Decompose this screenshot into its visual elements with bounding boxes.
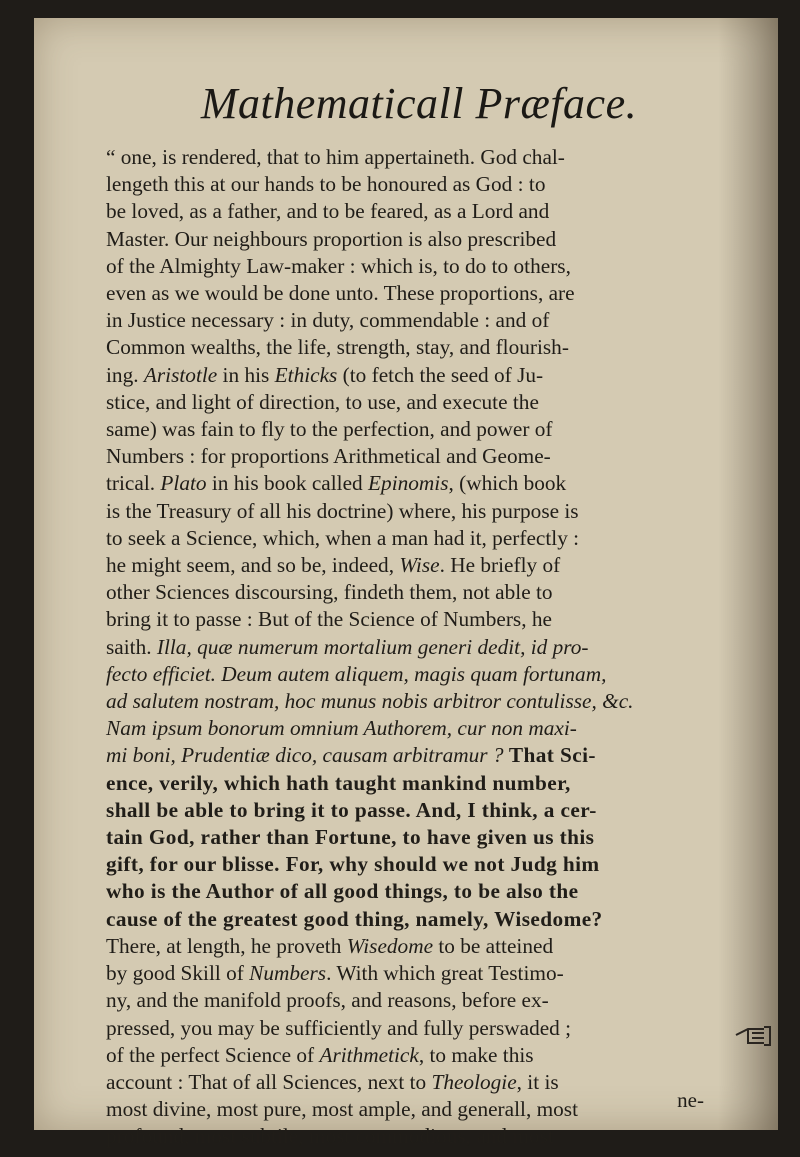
text-line [106, 987, 718, 1014]
text-line [106, 171, 718, 198]
text-run: Common wealths, the life, strength, stay, and flourish- [106, 335, 569, 360]
text-run: . He briefly of [439, 553, 561, 578]
text-run: in his book called [206, 471, 369, 496]
text-run: Nam ipsum bonorum omnium Authorem, cur non maxi- [106, 716, 577, 741]
text-line [106, 824, 718, 851]
text-run: to be atteined [433, 933, 554, 958]
text-line [106, 851, 718, 878]
text-line [106, 307, 718, 334]
text-run: to seek a Science, which, when a man had it, perfectly : [106, 525, 580, 550]
text-run: cause of the greatest good thing, namely, Wisedome? [106, 906, 603, 931]
text-run: Plato [160, 471, 207, 496]
text-run: Numbers : for proportions Arithmetical and Geome- [106, 444, 551, 469]
text-run: , to make this [418, 1042, 534, 1067]
text-line [106, 688, 718, 715]
text-line [106, 661, 718, 688]
text-line [106, 498, 718, 525]
text-line [106, 742, 718, 769]
text-run: Ethicks [274, 362, 338, 387]
text-run: ing. [106, 362, 144, 387]
text-run: same) was fain to fly to the perfection, and power of [106, 417, 553, 442]
text-line [106, 1123, 718, 1150]
text-line [106, 552, 718, 579]
text-run: Wisedome [346, 933, 434, 958]
text-run: in his [217, 362, 275, 387]
text-line [106, 1015, 718, 1042]
text-line [106, 634, 718, 661]
text-run: of the perfect Science of [106, 1042, 320, 1067]
text-line [106, 878, 718, 905]
text-run: trical. [106, 471, 161, 496]
text-run: There, at length, he proveth [106, 933, 347, 958]
text-line [106, 579, 718, 606]
text-run: saith. [106, 634, 157, 659]
page-shadow [718, 18, 778, 1130]
text-run: ny, and the manifold proofs, and reasons, before ex- [106, 988, 549, 1013]
book-page [34, 18, 778, 1149]
text-run: other Sciences discoursing, findeth them, not able to [106, 580, 553, 605]
text-line [106, 443, 718, 470]
text-line [106, 416, 718, 443]
text-line [106, 470, 718, 497]
text-run: , (which book [448, 471, 567, 496]
text-run: Theologie [431, 1069, 517, 1094]
text-run: That Sci- [503, 743, 596, 768]
text-run: Epinomis [368, 471, 449, 496]
pointing-hand-icon [734, 1021, 774, 1049]
text-run: mi boni, Prudentiæ dico, causam arbitramur ? [106, 743, 504, 768]
text-run: by good Skill of [106, 961, 250, 986]
text-run: of the Almighty Law-maker : which is, to do to others, [106, 253, 571, 278]
text-run: is the Treasury of all his doctrine) where, his purpose is [106, 498, 579, 523]
text-line [106, 797, 718, 824]
text-line [106, 1096, 718, 1123]
text-line [106, 253, 718, 280]
text-run: be loved, as a father, and to be feared, as a Lord and [106, 199, 550, 224]
text-run: , it is [516, 1069, 559, 1094]
text-run: Master. Our neighbours proportion is also prescribed [106, 226, 557, 251]
text-run: ence, verily, which hath taught mankind number, [106, 770, 571, 795]
text-run: (to fetch the seed of Ju- [337, 362, 544, 387]
text-line [106, 198, 718, 225]
text-run: . With which great Testimo- [326, 961, 564, 986]
text-run: bring it to passe : But of the Science of Numbers, he [106, 607, 552, 632]
text-run: pressed, you may be sufficiently and fully perswaded ; [106, 1015, 572, 1040]
text-line [106, 525, 718, 552]
catchword: ne- [677, 1088, 704, 1112]
text-line [106, 144, 718, 171]
text-run: Aristotle [143, 362, 218, 387]
text-line [106, 334, 718, 361]
text-run: most divine, most pure, most ample, and generall, most [106, 1097, 579, 1122]
text-run: stice, and light of direction, to use, and execute the [106, 389, 539, 414]
text-line [106, 960, 718, 987]
text-run: account : That of all Sciences, next to [106, 1069, 432, 1094]
text-line [106, 606, 718, 633]
text-run: fecto efficiet. Deum autem aliquem, magis quam fortunam, [106, 661, 607, 686]
text-run: shall be able to bring it to passe. And, I think, a cer- [106, 797, 597, 822]
text-line [106, 770, 718, 797]
text-run: tain God, rather than Fortune, to have given us this [106, 825, 595, 850]
text-line [106, 906, 718, 933]
text-line [106, 1069, 718, 1096]
body-text [106, 144, 718, 1151]
text-run: in Justice necessary : in duty, commendable : and of [106, 308, 550, 333]
text-run: even as we would be done unto. These proportions, are [106, 281, 575, 306]
running-head: Mathematicall Præface. [200, 79, 638, 128]
text-run: Numbers [249, 961, 327, 986]
text-run: profound, most subtile, most commodious, and most [106, 1124, 554, 1149]
text-line [106, 389, 718, 416]
text-run: “ one, is rendered, that to him appertaineth. God chal- [106, 145, 565, 169]
text-run: Wise [399, 553, 440, 578]
text-run: Arithmetick [319, 1042, 419, 1067]
text-line [106, 362, 718, 389]
text-run: ad salutem nostram, hoc munus nobis arbitror contulisse, &c. [106, 689, 634, 714]
text-line [106, 933, 718, 960]
text-run: gift, for our blisse. For, why should we not Judg him [106, 852, 600, 877]
text-run: he might seem, and so be, indeed, [106, 553, 400, 578]
text-run: who is the Author of all good things, to be also the [106, 879, 579, 904]
text-run: lengeth this at our hands to be honoured as God : to [106, 172, 546, 197]
text-line [106, 1042, 718, 1069]
text-line [106, 226, 718, 253]
text-line [106, 715, 718, 742]
text-run: Illa, quæ numerum mortalium generi dedit, id pro- [156, 634, 589, 659]
text-line [106, 280, 718, 307]
